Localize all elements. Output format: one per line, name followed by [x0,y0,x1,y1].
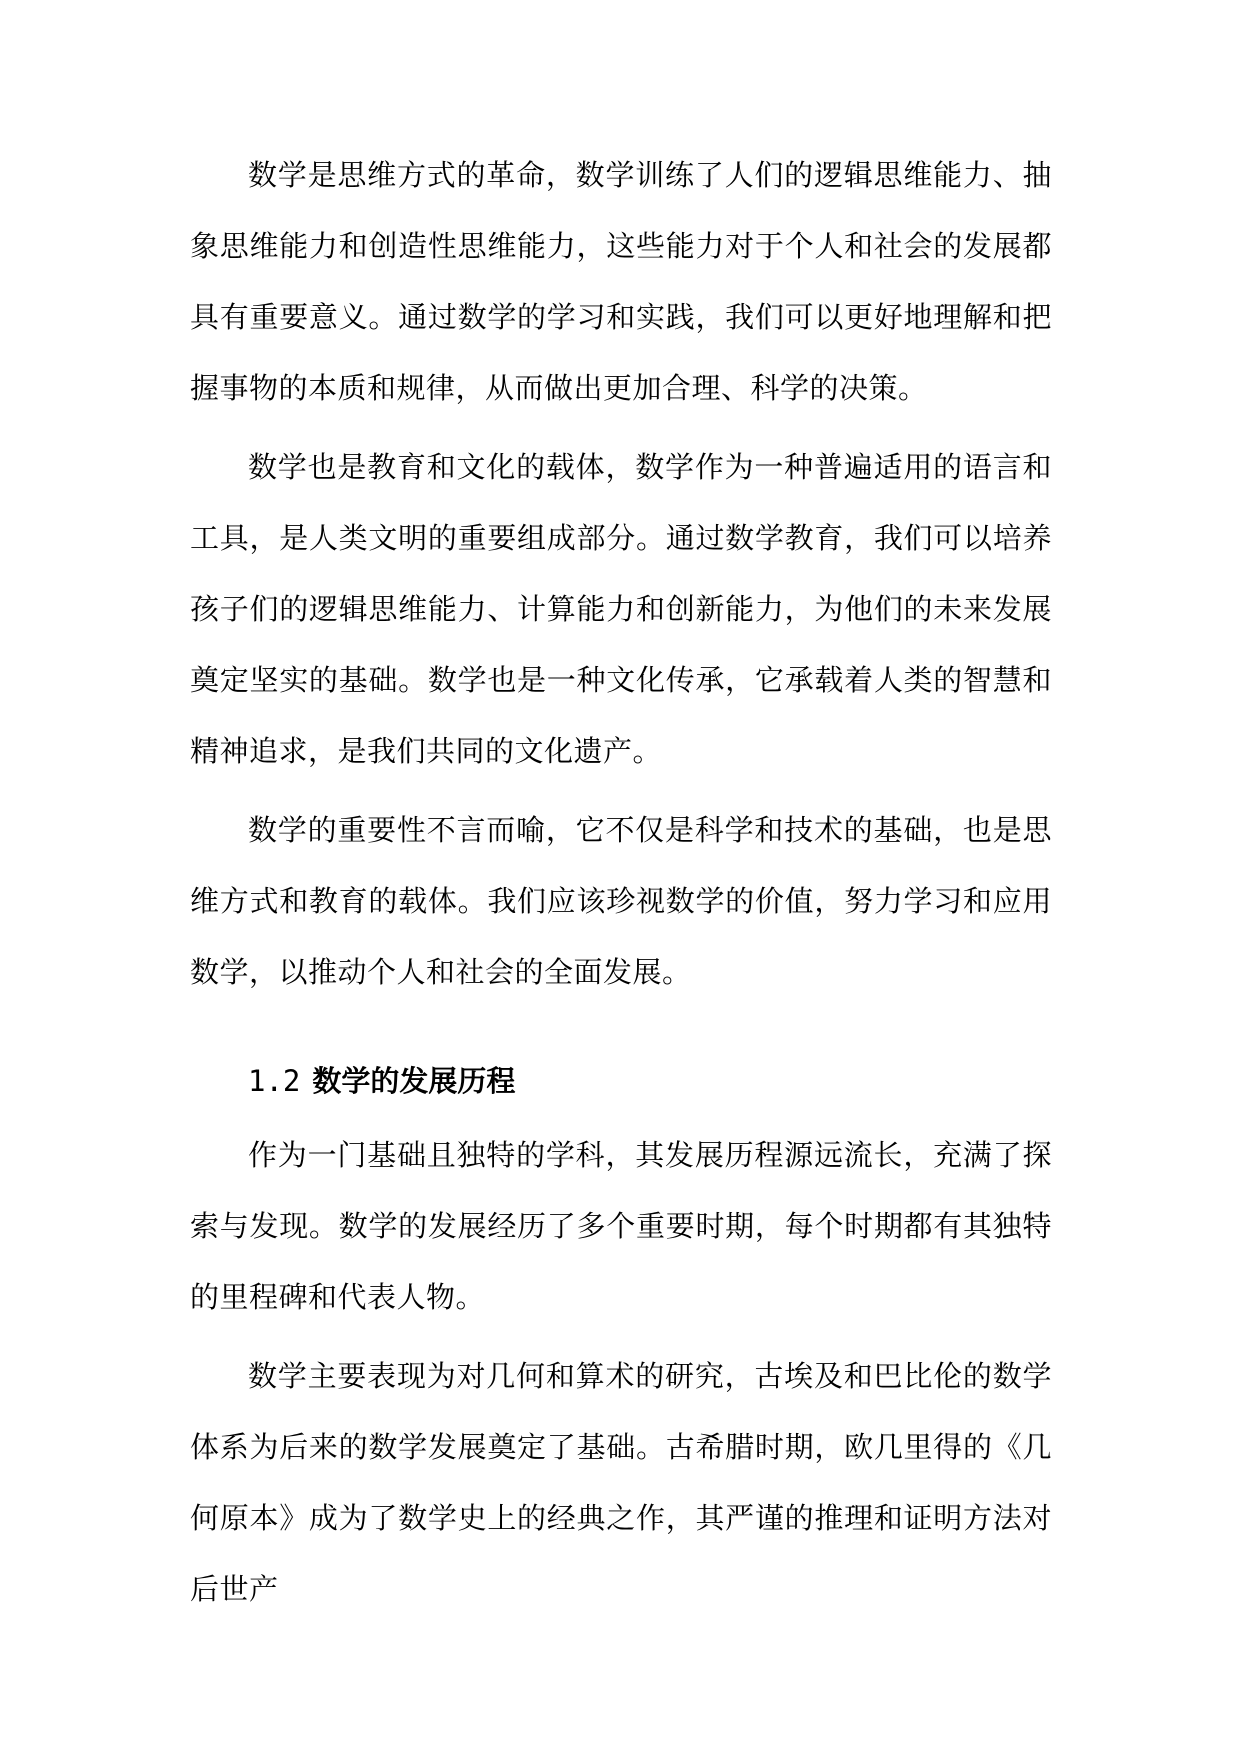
paragraph-education-culture: 数学也是教育和文化的载体，数学作为一种普遍适用的语言和工具，是人类文明的重要组成部分。通过数学教育，我们可以培养孩子们的逻辑思维能力、计算能力和创新能力，为他们的未来发展奠定坚实的基础。数学也是一种文化传承，它承载着人类的智慧和精神追求，是我们共同的文化遗产。 [190,450,1052,768]
paragraph-importance-summary: 数学的重要性不言而喻，它不仅是科学和技术的基础，也是思维方式和教育的载体。我们应该珍视数学的价值，努力学习和应用数学，以推动个人和社会的全面发展。 [190,813,1052,989]
section-number: 1.2 [248,1064,301,1098]
section-heading [190,1048,1052,1114]
section-title: 数学的发展历程 [312,1064,516,1098]
paragraph-ancient-math: 数学主要表现为对几何和算术的研究，古埃及和巴比伦的数学体系为后来的数学发展奠定了基础。古希腊时期，欧几里得的《几何原本》成为了数学史上的经典之作，其严谨的推理和证明方法对后世产 [190,1359,1052,1606]
paragraph-thinking-revolution: 数学是思维方式的革命，数学训练了人们的逻辑思维能力、抽象思维能力和创造性思维能力，这些能力对于个人和社会的发展都具有重要意义。通过数学的学习和实践，我们可以更好地理解和把握事物的本质和规律，从而做出更加合理、科学的决策。 [190,158,1052,405]
document-body [190,140,1052,1625]
paragraph-development-intro: 作为一门基础且独特的学科，其发展历程源远流长，充满了探索与发现。数学的发展经历了多个重要时期，每个时期都有其独特的里程碑和代表人物。 [190,1138,1052,1314]
